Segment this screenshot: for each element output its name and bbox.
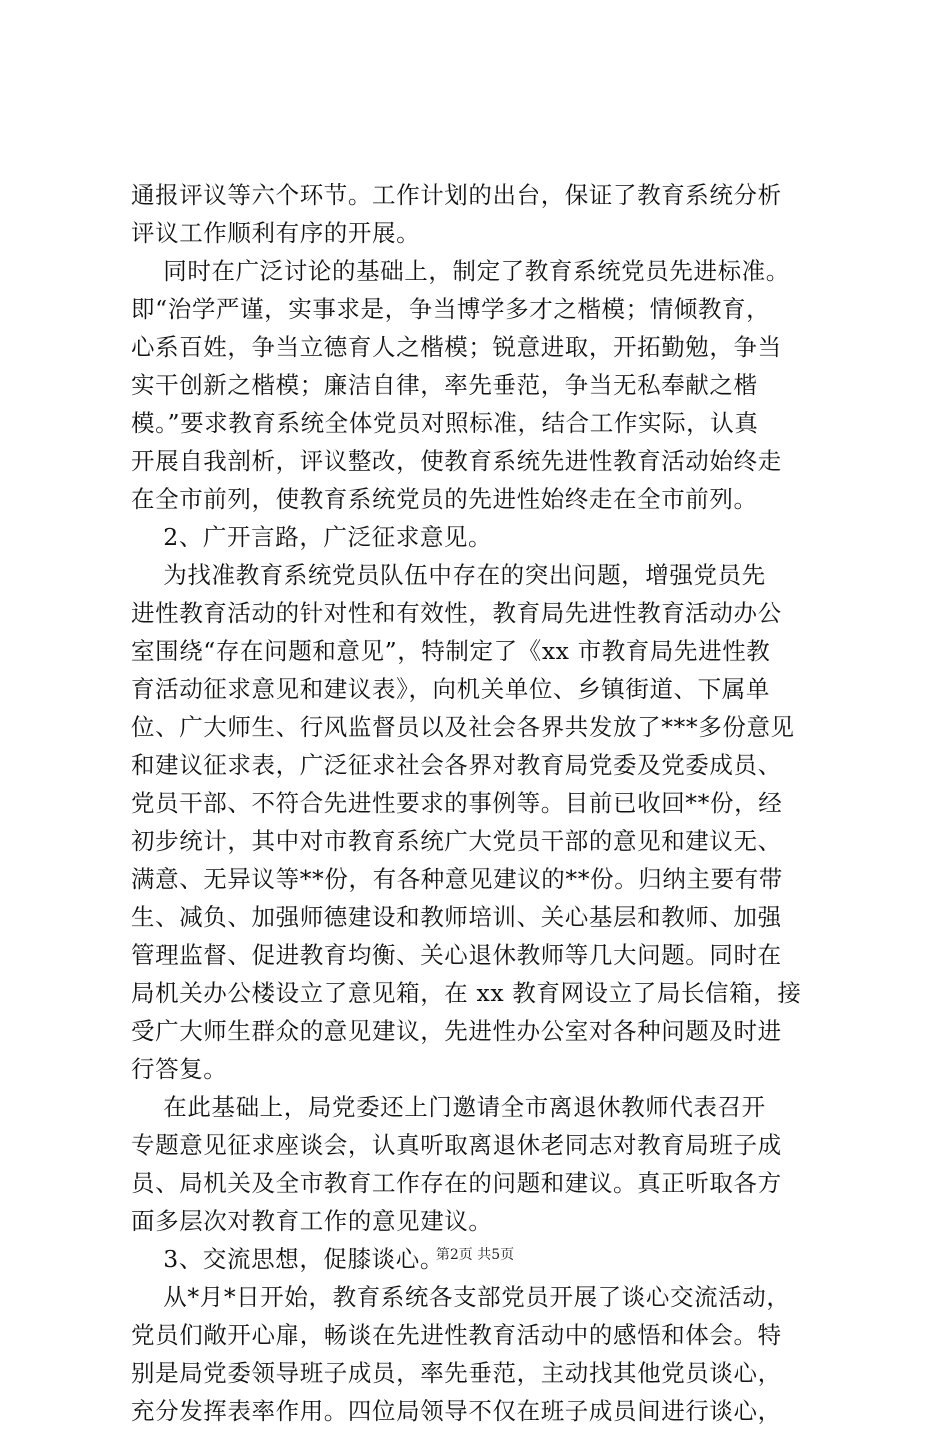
text-line: 同时在广泛讨论的基础上，制定了教育系统党员先进标准。 [131, 257, 790, 285]
section-heading: 3、交流思想，促膝谈心。 [131, 1245, 444, 1273]
body-text [131, 176, 841, 1430]
text-line: 党员们敞开心扉，畅谈在先进性教育活动中的感悟和体会。特 [131, 1321, 782, 1349]
text-line: 和建议征求表，广泛征求社会各界对教育局党委及党委成员、 [131, 751, 782, 779]
text-line: 进性教育活动的针对性和有效性，教育局先进性教育活动办公 [131, 599, 782, 627]
text-line: 专题意见征求座谈会，认真听取离退休老同志对教育局班子成 [131, 1131, 782, 1159]
text-line: 充分发挥表率作用。四位局领导不仅在班子成员间进行谈心， [131, 1397, 782, 1425]
text-line: 评议工作顺利有序的开展。 [131, 219, 421, 247]
text-line: 在此基础上，局党委还上门邀请全市离退休教师代表召开 [131, 1093, 766, 1121]
text-line: 通报评议等六个环节。工作计划的出台，保证了教育系统分析 [131, 181, 782, 209]
text-line: 室围绕“存在问题和意见”，特制定了《xx 市教育局先进性教 [131, 637, 771, 665]
text-line: 别是局党委领导班子成员，率先垂范，主动找其他党员谈心， [131, 1359, 782, 1387]
text-line: 开展自我剖析，评议整改，使教育系统先进性教育活动始终走 [131, 447, 782, 475]
text-line: 实干创新之楷模；廉洁自律，率先垂范，争当无私奉献之楷 [131, 371, 758, 399]
text-line: 模。”要求教育系统全体党员对照标准，结合工作实际，认真 [131, 409, 759, 437]
text-line: 即“治学严谨，实事求是，争当博学多才之楷模；情倾教育， [131, 295, 771, 323]
text-line: 局机关办公楼设立了意见箱，在 xx 教育网设立了局长信箱，接 [131, 979, 802, 1007]
text-line: 在全市前列，使教育系统党员的先进性始终走在全市前列。 [131, 485, 758, 513]
page-number-footer: 第2页 共5页 [435, 1247, 515, 1263]
text-line: 育活动征求意见和建议表》，向机关单位、乡镇街道、下属单 [131, 675, 770, 703]
text-line: 为找准教育系统党员队伍中存在的突出问题，增强党员先 [131, 561, 766, 589]
text-line: 行答复。 [131, 1055, 228, 1083]
text-line: 位、广大师生、行风监督员以及社会各界共发放了***多份意见 [131, 713, 795, 741]
section-heading: 2、广开言路，广泛征求意见。 [131, 523, 493, 551]
text-line: 管理监督、促进教育均衡、关心退休教师等几大问题。同时在 [131, 941, 782, 969]
text-line: 员、局机关及全市教育工作存在的问题和建议。真正听取各方 [131, 1169, 782, 1197]
text-line: 初步统计，其中对市教育系统广大党员干部的意见和建议无、 [131, 827, 782, 855]
text-line: 党员干部、不符合先进性要求的事例等。目前已收回**份，经 [131, 789, 783, 817]
text-line: 生、减负、加强师德建设和教师培训、关心基层和教师、加强 [131, 903, 782, 931]
text-line: 受广大师生群众的意见建议，先进性办公室对各种问题及时进 [131, 1017, 782, 1045]
text-line: 面多层次对教育工作的意见建议。 [131, 1207, 493, 1235]
text-line: 心系百姓，争当立德育人之楷模；锐意进取，开拓勤勉，争当 [131, 333, 782, 361]
text-line: 满意、无异议等**份，有各种意见建议的**份。归纳主要有带 [131, 865, 783, 893]
text-line: 从*月*日开始，教育系统各支部党员开展了谈心交流活动， [131, 1283, 791, 1311]
